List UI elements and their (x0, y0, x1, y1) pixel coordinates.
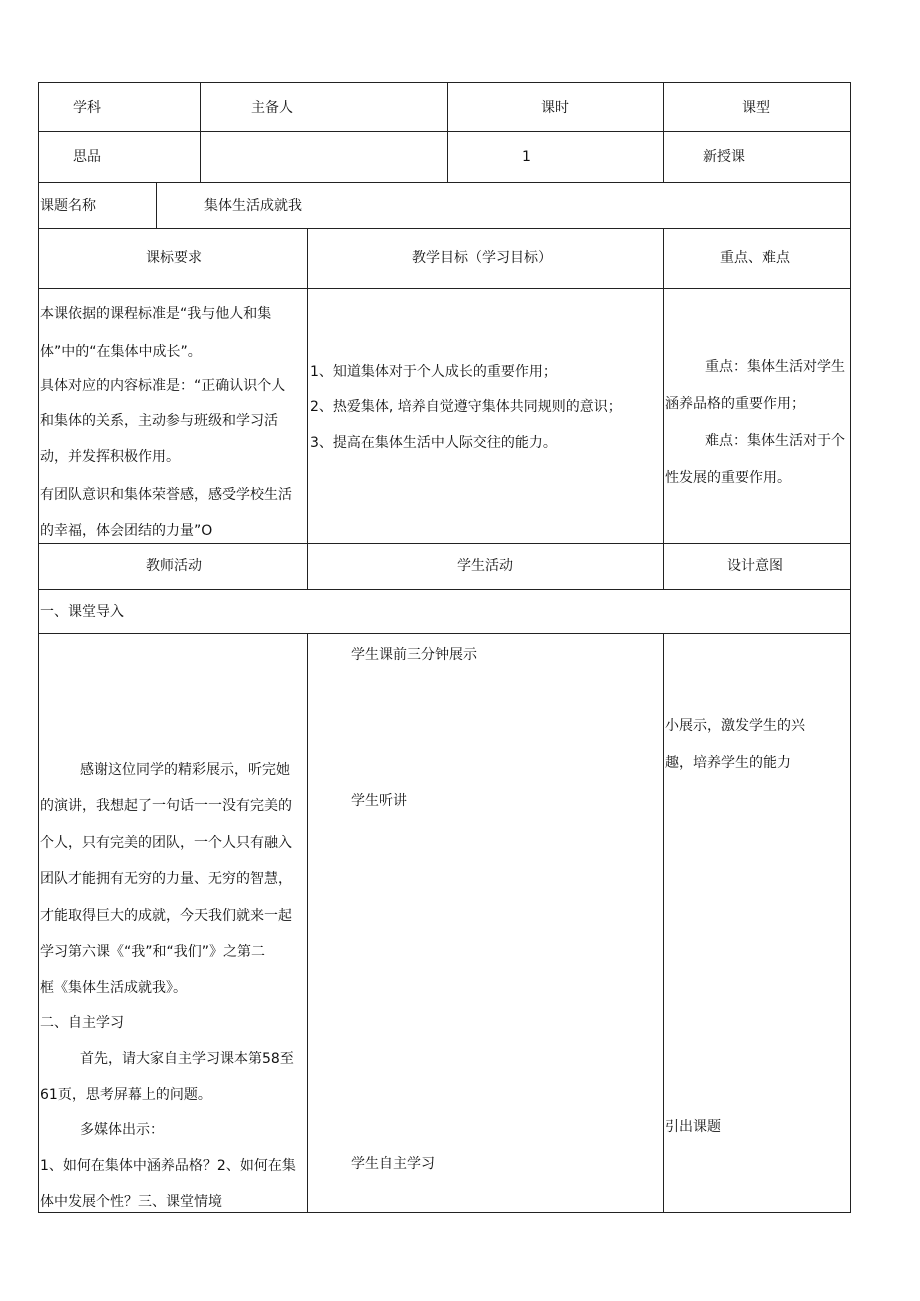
col-divider (307, 633, 308, 1213)
teacher-line: 感谢这位同学的精彩展示，听完她 (80, 762, 290, 778)
teacher-line: 多媒体出示： (80, 1122, 164, 1138)
topic-label: 课题名称 (40, 198, 96, 214)
design-line: 引出课题 (665, 1119, 721, 1135)
student-line: 学生自主学习 (351, 1156, 435, 1172)
section-title: 一、课堂导入 (40, 604, 124, 620)
section-heading: 二、自主学习 (40, 1015, 124, 1031)
objective-line: 1、知道集体对于个人成长的重要作用； (310, 364, 557, 380)
col-divider (663, 228, 664, 589)
topic-value: 集体生活成就我 (204, 198, 302, 214)
teacher-line: 团队才能拥有无穷的力量、无穷的智慧， (40, 871, 292, 887)
row-divider (38, 543, 851, 544)
col-divider (307, 228, 308, 589)
objectives-header: 教学目标（学习目标） (412, 250, 552, 266)
objective-line: 2、热爱集体, 培养自觉遵守集体共同规则的意识； (310, 399, 622, 415)
subject-label: 学科 (73, 100, 101, 116)
curriculum-line: 动，并发挥积极作用。 (40, 449, 180, 465)
teacher-line: 61页，思考屏幕上的问题。 (40, 1087, 212, 1103)
preparer-label: 主备人 (251, 100, 293, 116)
student-line: 学生听讲 (351, 793, 407, 809)
teacher-line: 体中发展个性？三、课堂情境 (40, 1194, 222, 1210)
col-divider (156, 182, 157, 228)
teacher-line: 学习第六课《“我”和“我们”》之第二 (40, 944, 266, 960)
row-divider (38, 633, 851, 634)
student-activity-header: 学生活动 (457, 558, 513, 574)
row-divider (38, 182, 851, 183)
curriculum-line: 体”中的“在集体中成长”。 (40, 344, 202, 360)
teacher-activity-header: 教师活动 (146, 558, 202, 574)
row-divider (38, 288, 851, 289)
key-point-line: 性发展的重要作用。 (665, 470, 791, 486)
curriculum-header: 课标要求 (146, 250, 202, 266)
objective-line: 3、提高在集体生活中人际交往的能力。 (310, 435, 557, 451)
hours-value: 1 (522, 149, 531, 165)
teacher-line: 才能取得巨大的成就，今天我们就来一起 (40, 908, 292, 924)
type-value: 新授课 (703, 149, 745, 165)
row-divider (38, 228, 851, 229)
key-point-line: 难点：集体生活对于个 (705, 433, 845, 449)
teacher-line: 个人，只有完美的团队，一个人只有融入 (40, 835, 292, 851)
col-divider (447, 82, 448, 182)
curriculum-line: 具体对应的内容标准是：“正确认识个人 (40, 378, 286, 394)
col-divider (663, 82, 664, 182)
row-divider (38, 589, 851, 590)
subject-value: 思品 (73, 149, 101, 165)
design-line: 小展示，激发学生的兴 (665, 718, 805, 734)
type-label: 课型 (742, 100, 770, 116)
curriculum-line: 的幸福，体会团结的力量”O (40, 523, 213, 539)
teacher-line: 框《集体生活成就我》。 (40, 980, 187, 996)
col-divider (200, 82, 201, 182)
key-point-line: 涵养品格的重要作用； (665, 396, 805, 412)
design-intent-header: 设计意图 (727, 558, 783, 574)
design-line: 趣，培养学生的能力 (665, 755, 791, 771)
teacher-line: 1、如何在集体中涵养品格？2、如何在集 (40, 1158, 296, 1174)
teacher-line: 的演讲，我想起了一句话一一没有完美的 (40, 798, 292, 814)
student-line: 学生课前三分钟展示 (351, 647, 477, 663)
teacher-line: 首先，请大家自主学习课本第58至 (80, 1051, 294, 1067)
curriculum-line: 有团队意识和集体荣誉感，感受学校生活 (40, 487, 292, 503)
key-points-header: 重点、难点 (720, 250, 790, 266)
curriculum-line: 本课依据的课程标准是“我与他人和集 (40, 306, 272, 322)
key-point-line: 重点：集体生活对学生 (705, 359, 845, 375)
curriculum-line: 和集体的关系，主动参与班级和学习活 (40, 413, 278, 429)
row-divider (38, 131, 851, 132)
hours-label: 课时 (541, 100, 569, 116)
col-divider (663, 633, 664, 1213)
